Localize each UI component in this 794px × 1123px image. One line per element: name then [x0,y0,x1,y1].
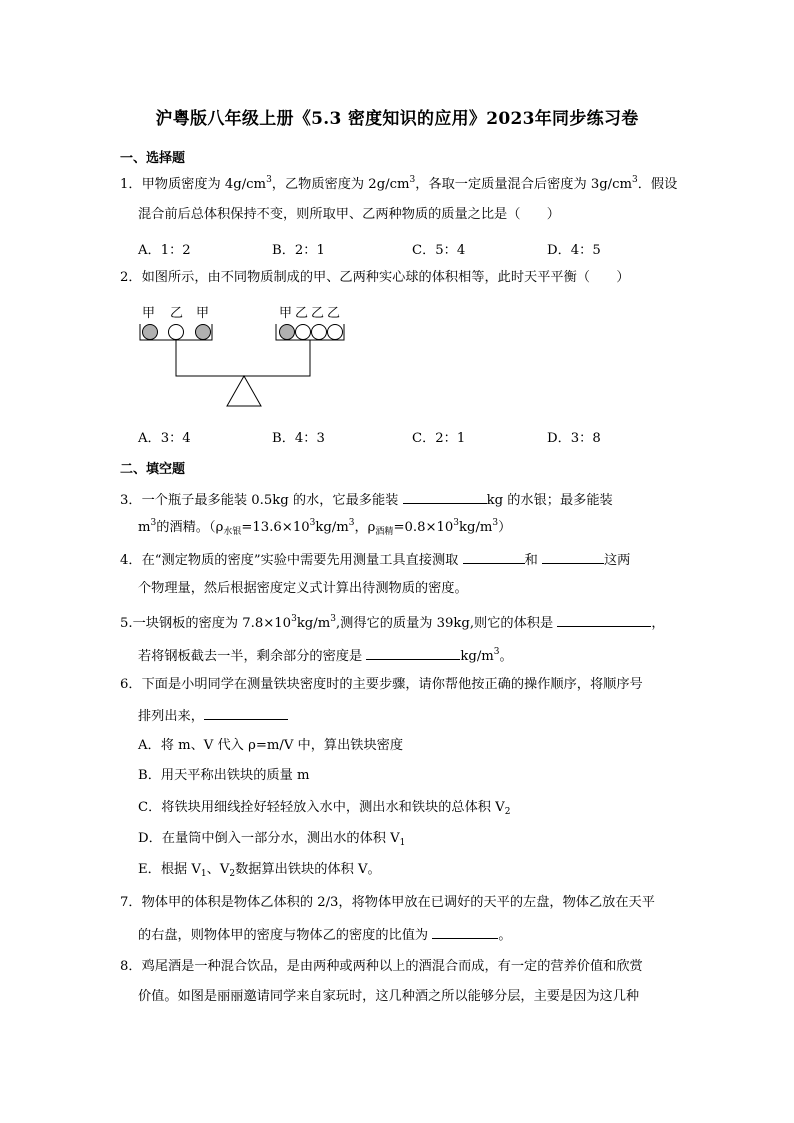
ball-yi-right-1 [296,325,311,340]
option-c: C．5：4 [412,243,466,258]
option-c: C．2：1 [412,431,466,446]
question-3-line-1: 3．一个瓶子最多能装 0.5kg 的水，它最多能装 kg 的水银；最多能装 [120,490,613,510]
answer-blank[interactable] [403,490,487,504]
option-b: B．2：1 [272,243,325,258]
question-3-line-2: $m^3$的酒精。（$\rho_{水银}=13.6\times 10^3kg/m^3$，$\rho_{酒精}=0.8\times 10^3kg/m^3$） [138,518,512,537]
step-a: A．将 m、V 代入 ρ=m/V 中，算出铁块密度 [138,738,404,753]
ball-yi-left [169,325,184,340]
section-heading-choice: 一、选择题 [120,151,186,166]
question-5-line-1: 5.一块钢板的密度为 $7.8\times 10^3kg/m^3$,测得它的质量为 39kg,则它的体积是 ， [120,614,665,631]
step-d: D．在量筒中倒入一部分水，测出水的体积 $V_1$ [138,831,406,848]
question-4-line-2: 个物理量，然后根据密度定义式计算出待测物质的密度。 [138,581,468,596]
label-left-3: 甲 [196,306,210,321]
step-e: E．根据 $V_1$、$V_2$数据算出铁块的体积 V。 [138,862,381,879]
option-b: B．4：3 [272,431,325,446]
option-d: D．3：8 [547,431,601,446]
question-1-line-2: 混合前后总体积保持不变，则所取甲、乙两种物质的质量之比是（ ） [138,207,560,222]
section-heading-fill: 二、填空题 [120,462,186,477]
question-6-line-2: 排列出来， [138,706,288,726]
ball-yi-right-3 [328,325,343,340]
question-2-text: 2．如图所示，由不同物质制成的甲、乙两种实心球的体积相等，此时天平平衡（ ） [120,270,630,285]
answer-blank[interactable] [204,706,288,720]
question-7-line-2: 的右盘，则物体甲的密度与物体乙的密度的比值为 。 [138,925,512,945]
label-right-3: 乙 [311,306,325,321]
fulcrum-triangle [227,376,261,406]
ball-jia-left-1 [143,325,158,340]
answer-blank[interactable] [432,925,498,939]
label-left-1: 甲 [142,306,156,321]
balance-beam [176,340,310,376]
page-title: 沪粤版八年级上册《5.3 密度知识的应用》2023年同步练习卷 [155,109,639,129]
label-right-4: 乙 [327,306,341,321]
label-right-2: 乙 [295,306,309,321]
question-5-line-2: 若将钢板截去一半，剩余部分的密度是 $kg/m^3$。 [138,647,513,664]
ball-yi-right-2 [312,325,327,340]
label-right-1: 甲 [279,306,293,321]
question-8-line-1: 8．鸡尾酒是一种混合饮品，是由两种或两种以上的酒混合而成，有一定的营养价值和欣赏 [120,959,643,974]
question-6-line-1: 6．下面是小明同学在测量铁块密度时的主要步骤，请你帮他按正确的操作顺序，将顺序号 [120,677,643,692]
option-d: D．4：5 [547,243,601,258]
question-1-line-1: 1．甲物质密度为 $4g/cm^3$，乙物质密度为 $2g/cm^3$，各取一定质量混合后密度为 $3g/cm^3$．假设 [120,175,678,192]
label-left-2: 乙 [170,306,184,321]
question-8-line-2: 价值。如图是丽丽邀请同学来自家玩时，这几种酒之所以能够分层，主要是因为这几种 [138,989,640,1004]
answer-blank[interactable] [366,646,460,660]
answer-blank[interactable] [463,550,525,564]
balance-figure [138,302,368,412]
answer-blank[interactable] [542,550,604,564]
option-a: A．3：4 [138,431,191,446]
ball-jia-right [280,325,295,340]
step-c: C．将铁块用细线拴好轻轻放入水中，测出水和铁块的总体积 $V_2$ [138,800,511,817]
option-a: A．1：2 [138,243,191,258]
step-b: B．用天平称出铁块的质量 m [138,768,310,783]
question-7-line-1: 7．物体甲的体积是物体乙体积的 2/3，将物体甲放在已调好的天平的左盘，物体乙放在天平 [120,895,655,910]
question-4-line-1: 4．在“测定物质的密度”实验中需要先用测量工具直接测取 和 这两 [120,550,630,570]
answer-blank[interactable] [557,613,651,627]
ball-jia-left-2 [196,325,211,340]
